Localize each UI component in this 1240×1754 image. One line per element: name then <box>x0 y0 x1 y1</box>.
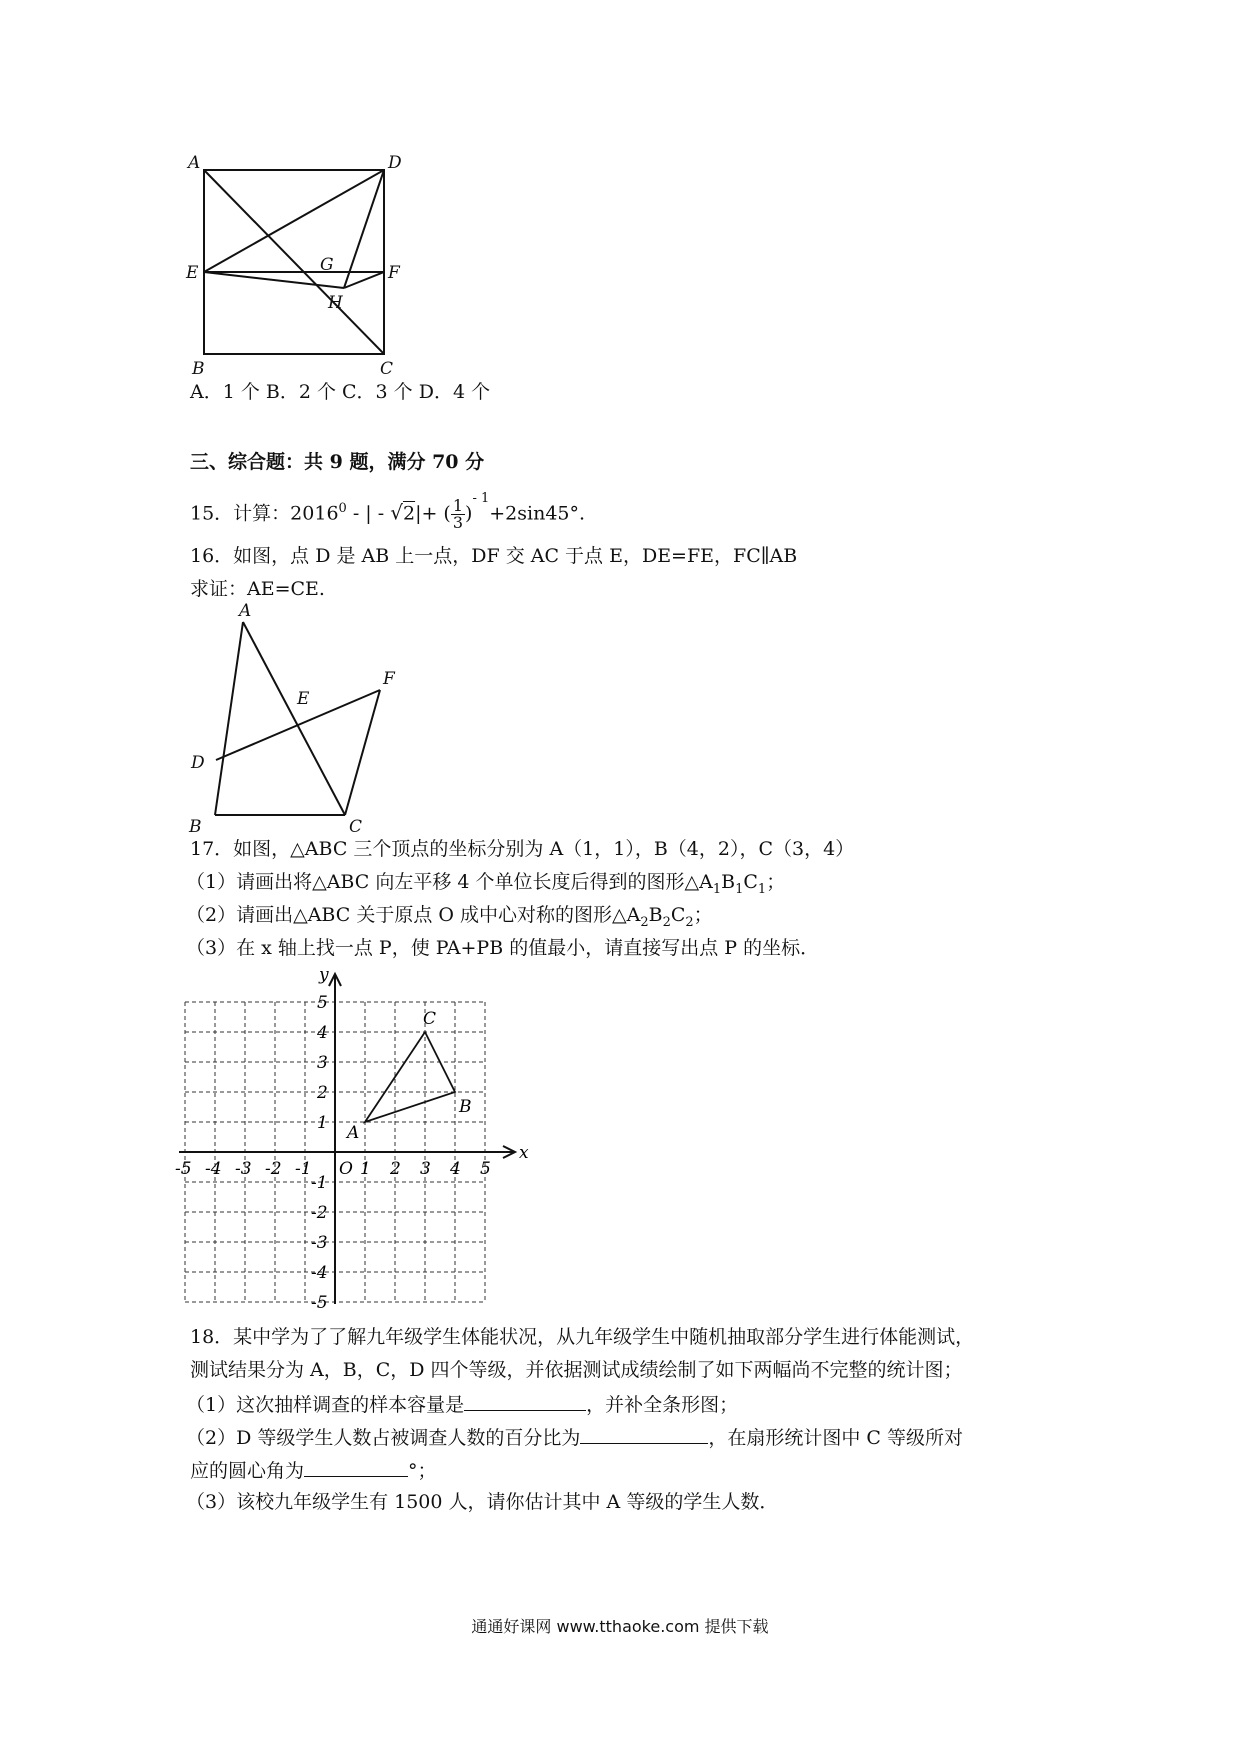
label-d: D <box>191 753 205 773</box>
question-16-line2: 求证：AE=CE. <box>190 578 325 600</box>
x-tick-label: -2 <box>265 1159 282 1179</box>
label-g: G <box>320 255 334 275</box>
label-c: C <box>380 359 394 379</box>
question-18-line4: （2）D 等级学生人数占被调查人数的百分比为 ，在扇形统计图中 C 等级所对 <box>186 1423 963 1451</box>
label-c: C <box>349 817 363 837</box>
page-footer: 通通好课网 www.tthaoke.com 提供下载 <box>471 1617 769 1636</box>
x-tick-label: -3 <box>235 1159 252 1179</box>
y-tick-label: 5 <box>317 993 328 1013</box>
label-h: H <box>328 293 343 313</box>
label-d: D <box>388 153 402 173</box>
label-f: F <box>383 669 395 689</box>
y-tick-label: -1 <box>311 1173 328 1193</box>
y-tick-label: 2 <box>317 1083 328 1103</box>
label-b: B <box>189 817 202 837</box>
question-16-line1: 16．如图，点 D 是 AB 上一点，DF 交 AC 于点 E，DE=FE，FC∥AB <box>190 545 798 567</box>
y-tick-label: 1 <box>317 1113 328 1133</box>
x-tick-label: -5 <box>175 1159 192 1179</box>
coordinate-grid <box>175 960 555 1313</box>
figure-triangle-abc <box>185 600 415 835</box>
y-axis-label: y <box>319 965 329 985</box>
answer-blank-d-percent[interactable] <box>580 1423 708 1444</box>
label-f: F <box>388 263 400 283</box>
label-e: E <box>297 689 310 709</box>
y-tick-label: -4 <box>311 1263 328 1283</box>
question-18-line1: 18．某中学为了了解九年级学生体能状况，从九年级学生中随机抽取部分学生进行体能测试， <box>190 1326 975 1348</box>
x-tick-label: -1 <box>295 1159 312 1179</box>
origin-label: O <box>339 1159 353 1179</box>
x-axis-label: x <box>519 1143 529 1163</box>
answer-blank-sample-size[interactable] <box>464 1390 586 1411</box>
x-tick-label: 3 <box>420 1159 431 1179</box>
triangle-abc <box>365 1032 455 1122</box>
x-tick-label: -4 <box>205 1159 222 1179</box>
label-a: A <box>239 601 252 621</box>
label-e: E <box>186 263 199 283</box>
question-18-line2: 测试结果分为 A，B，C，D 四个等级，并依据测试成绩绘制了如下两幅尚不完整的统计图； <box>190 1359 963 1381</box>
y-tick-label: 3 <box>317 1053 328 1073</box>
y-tick-label: 4 <box>317 1023 328 1043</box>
x-tick-label: 1 <box>360 1159 371 1179</box>
question-18-line6: （3）该校九年级学生有 1500 人，请你估计其中 A 等级的学生人数． <box>186 1491 779 1513</box>
x-tick-label: 2 <box>390 1159 401 1179</box>
vertex-label-b: B <box>459 1097 472 1117</box>
y-tick-label: -5 <box>311 1293 328 1313</box>
question-17-line1: 17．如图，△ABC 三个顶点的坐标分别为 A（1，1），B（4，2），C（3，4） <box>190 838 855 860</box>
label-b: B <box>192 359 205 379</box>
question-18-line5: 应的圆心角为 °； <box>190 1456 437 1484</box>
figure-square-abcd <box>180 148 420 378</box>
x-tick-label: 4 <box>450 1159 461 1179</box>
vertex-label-c: C <box>423 1009 437 1029</box>
answer-blank-c-angle[interactable] <box>304 1456 408 1477</box>
x-tick-label: 5 <box>480 1159 491 1179</box>
question-17-line3: （2）请画出△ABC 关于原点 O 成中心对称的图形$\triangle A_2B_2C_2$； <box>186 904 713 930</box>
q14-options: A．1 个 B．2 个 C．3 个 D．4 个 <box>190 381 491 403</box>
label-a: A <box>188 153 201 173</box>
y-tick-label: -2 <box>311 1203 328 1223</box>
question-17-line2: （1）请画出将△ABC 向左平移 4 个单位长度后得到的图形$\triangle A_1B_1C_1$； <box>186 871 786 897</box>
section-3-title: 三、综合题：共 9 题，满分 70 分 <box>190 451 485 473</box>
question-15: 15．计算：2016$^0$ - | - √2|+ ( $\frac{1}{3}$ )$^{- 1}$+2sin45°. <box>190 491 586 532</box>
question-18-line3: （1）这次抽样调查的样本容量是 ，并补全条形图； <box>186 1390 738 1418</box>
y-tick-label: -3 <box>311 1233 328 1253</box>
question-17-line4: （3）在 x 轴上找一点 P，使 PA+PB 的值最小，请直接写出点 P 的坐标． <box>186 937 820 959</box>
vertex-label-a: A <box>347 1123 360 1143</box>
